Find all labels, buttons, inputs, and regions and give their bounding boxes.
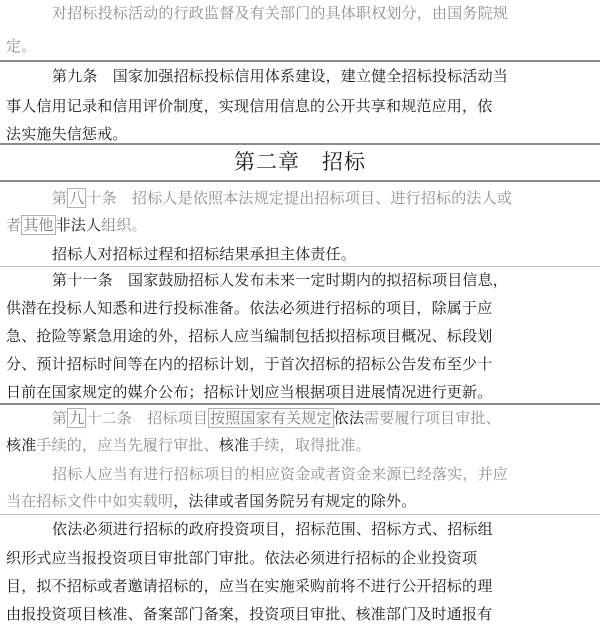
divider <box>0 266 600 267</box>
chapter-heading: 第二章 招标 <box>234 150 366 174</box>
deleted-text-box: 九 <box>69 409 85 427</box>
article-11-line: 急、抢险等紧急用途的外，招标人应当编制包括拟招标项目概况、标段划 <box>6 327 493 345</box>
paragraph-line: 对招标投标活动的行政监督及有关部门的具体职权划分，由国务院规 <box>52 4 509 22</box>
inserted-text: 核准 <box>218 436 250 454</box>
article-text: 招标人是依照本法规定提出招标项目、进行招标的法人或 <box>116 189 513 207</box>
article-9-line: 第九条 国家加强招标投标信用体系建设，建立健全招标投标活动当 <box>52 67 509 85</box>
divider <box>0 60 600 62</box>
article-number: 第 <box>52 189 68 207</box>
article-12-line <box>6 435 594 455</box>
article-text: 需要履行项目审批、 <box>364 409 501 427</box>
inserted-text: 依法 <box>333 409 365 427</box>
article-text: 组织。 <box>101 216 147 234</box>
article-12-line <box>6 491 594 511</box>
article-10-line <box>6 215 594 235</box>
article-11-line: 日前在国家规定的媒介公布；招标计划应当根据项目进展情况进行更新。 <box>6 383 493 401</box>
article-12-line: 依法必须进行招标的政府投资项目，招标范围、招标方式、招标组 <box>52 520 493 538</box>
divider <box>0 403 600 405</box>
article-12-line: 由报投资项目核准、备案部门备案，投资项目审批、核准部门及时通报有 <box>6 605 493 623</box>
divider <box>0 143 600 145</box>
article-12-line: 织形式应当报投资项目审批部门审批。依法必须进行招标的企业投资项 <box>6 549 478 567</box>
inserted-text: 非法人 <box>55 216 102 234</box>
article-number: 十条 <box>86 189 117 207</box>
article-10-paragraph: 招标人对招标过程和招标结果承担主体责任。 <box>52 245 357 263</box>
article-12-line: 招标人应当有进行招标项目的相应资金或者资金来源已经落实，并应 <box>52 465 509 483</box>
article-number: 第 <box>52 409 68 427</box>
article-text: 当在招标文件中如实载明 <box>6 492 174 510</box>
deleted-text-box: 按照国家有关规定 <box>210 409 332 427</box>
article-text: 手续，取得批准。 <box>249 436 371 454</box>
article-11-line: 供潜在投标人知悉和进行投标准备。依法必须进行招标的项目，除属于应 <box>6 299 493 317</box>
article-9-line: 法实施失信惩戒。 <box>6 125 128 143</box>
article-12-line: 目，拟不招标或者邀请招标的，应当在实施采购前将不进行公开招标的理 <box>6 577 493 595</box>
inserted-text: 核准 <box>6 436 37 454</box>
paragraph-line: 定。 <box>6 37 37 55</box>
article-11-line: 第十一条 国家鼓励招标人发布未来一定时期内的拟招标项目信息， <box>52 271 509 289</box>
divider <box>0 514 600 515</box>
article-text: 者 <box>6 216 22 234</box>
article-12-line <box>52 408 594 428</box>
article-number: 十二条 <box>86 409 133 427</box>
article-11-line: 分、预计招标时间等在内的招标计划，于首次招标的招标公告发布至少十 <box>6 355 493 373</box>
article-text: 手续的，应当先履行审批、 <box>36 436 219 454</box>
deleted-text-box: 八 <box>69 189 85 207</box>
inserted-text: ，法律或者国务院另有规定的除外。 <box>173 492 417 510</box>
deleted-text-box: 其他 <box>23 216 54 234</box>
article-text: 招标项目 <box>132 409 209 427</box>
article-10-line <box>52 188 594 208</box>
divider <box>0 180 600 182</box>
article-9-line: 事人信用记录和信用评价制度，实现信用信息的公开共享和规范应用，依 <box>6 97 493 115</box>
